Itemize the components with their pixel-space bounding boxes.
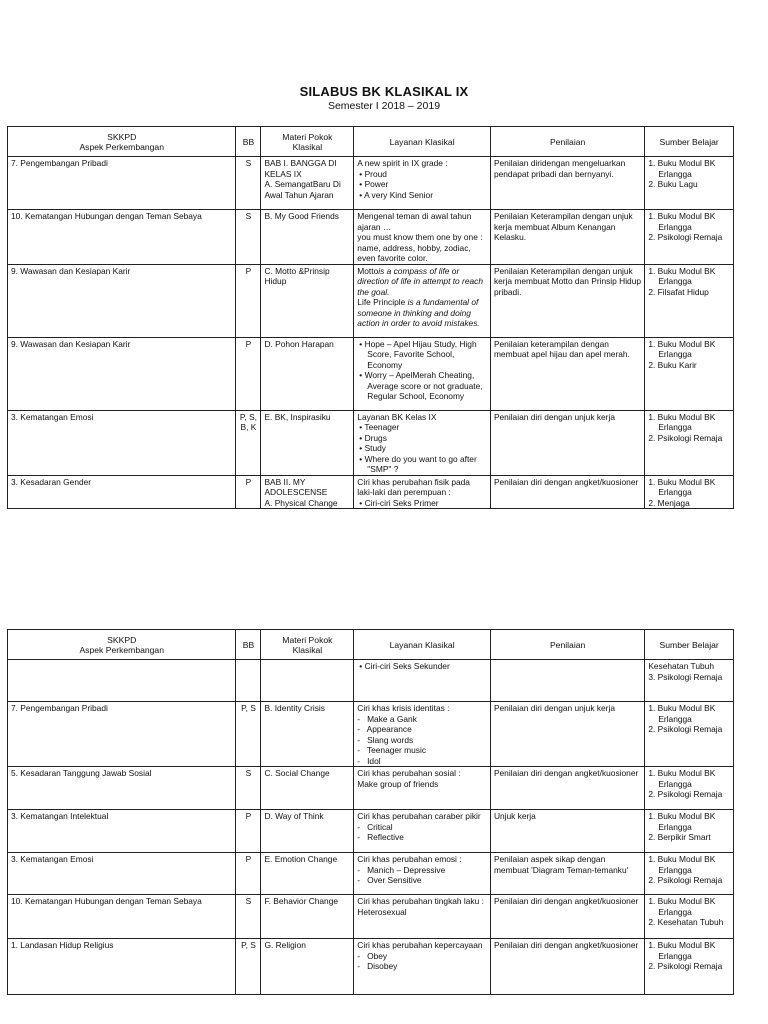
cell-aspek [8,210,236,265]
table-row [8,810,734,853]
penilaian-text: Penilaian aspek sikap dengan membuat 'Diagram Teman-temanku' [493,854,629,875]
layanan-intro: Ciri khas perubahan caraber pikir [357,811,481,821]
cell-penilaian [490,157,644,210]
layanan-dash-list [357,714,487,767]
cell-sumber [645,264,734,337]
aspek-text: 3. Kematangan Emosi [11,411,94,422]
aspek-text: 3. Kesadaran Gender [11,476,92,487]
bb-text: S [245,211,252,221]
cell-bb [236,337,261,410]
sumber-list [648,854,730,886]
sumber-list [648,477,730,509]
penilaian-text: Penilaian diri dengan unjuk kerja [493,703,615,713]
penilaian-text: Penilaian keterampilan dengan membuat apel hijau dan apel merah. [493,338,630,359]
header-bb-label: BB [242,639,255,650]
header-sumber-label: Sumber Belajar [659,639,719,650]
header-bb [236,630,261,660]
dash-item: - Teenager music [357,745,487,756]
cell-bb [236,767,261,810]
table-row [8,157,734,210]
materi-line: B. My Good Friends [264,211,339,221]
materi-line: B. Identity Crisis [264,703,325,713]
layanan-intro: A new spirit in IX grade : [357,158,448,168]
sumber-item: 1. Buku Modul BK Erlangga [648,158,716,179]
cell-materi [261,210,354,265]
cell-bb [236,157,261,210]
layanan-text: Mengenal teman di awal tahun ajaran … you must know them one by one : name, address, hobby, zodiac, even favorite color. [357,211,483,263]
cell-layanan [354,264,491,337]
table-row [8,264,734,337]
sumber-item: 2. Psikologi Remaja [648,961,723,971]
cell-sumber [645,702,734,767]
cell-materi [261,767,354,810]
sumber-list [648,896,730,928]
sumber-list [648,811,730,843]
bullet-item: • Proud [357,169,487,180]
cell-aspek [8,767,236,810]
header-aspek-label: Aspek Perkembangan [79,142,164,152]
sumber-list [648,940,730,972]
header-aspek [8,127,236,157]
cell-layanan [354,337,491,410]
layanan-detail: Heterosexual [357,906,407,917]
bb-text: P, S [241,703,256,713]
sumber-item: 1. Buku Modul BK Erlangga [648,896,716,917]
sumber-item: 2. Berpikir Smart [648,832,711,842]
sumber-item: Kesehatan Tubuh [648,661,714,671]
materi-line: A. Physical Change [264,497,338,508]
sumber-list [648,661,730,682]
materi-line: BAB II. MY ADOLESCENSE [264,476,328,497]
sumber-list [648,768,730,800]
aspek-text: 1. Landasan Hidup Religius [11,940,114,950]
aspek-text: 9. Wawasan dan Kesiapan Karir [11,338,131,349]
header-row [8,630,734,660]
bullet-item: • Hope – Apel Hijau Study, High Score, Favorite School, Economy [357,339,487,371]
cell-sumber [645,767,734,810]
principle-label: Life Principle [357,297,408,307]
layanan-bullet-list [357,661,487,672]
bb-text: S [245,896,252,906]
sumber-item: 1. Buku Modul BK Erlangga [648,476,716,497]
sumber-item: 1. Buku Modul BK Erlangga [648,338,716,359]
header-layanan-label: Layanan Klasikal [389,136,455,147]
bullet-item: • Power [357,179,487,190]
cell-bb [236,210,261,265]
header-sumber [645,630,734,660]
sumber-list [648,211,730,243]
cell-materi [261,660,354,702]
cell-sumber [645,410,734,475]
materi-line: A. SemangatBaru Di Awal Tahun Ajaran [264,179,341,200]
layanan-motto [357,266,487,298]
materi-line: F. Behavior Change [264,896,339,906]
cell-materi [261,337,354,410]
cell-bb [236,475,261,509]
cell-layanan [354,410,491,475]
sumber-item: 2. Kesehatan Tubuh [648,917,724,927]
sumber-list [648,158,730,190]
dash-item: - Critical [357,822,487,833]
cell-aspek [8,810,236,853]
aspek-text: 5. Kesadaran Tanggung Jawab Sosial [11,768,152,778]
header-layanan [354,630,491,660]
bullet-item: • Ciri-ciri Seks Primer [357,498,487,509]
header-materi [261,127,354,157]
dash-item: - Appearance [357,724,487,735]
header-penilaian-label: Penilaian [549,639,586,650]
penilaian-text: Penilaian diridengan mengeluarkan pendapat pribadi dan bernyanyi. [493,158,626,179]
principle-definition: is a fundamental of someone in thinking and doing action in order to avoid mistakes. [357,297,480,328]
materi-line: E. Emotion Change [264,854,338,864]
bullet-item: • Drugs [357,433,487,444]
cell-layanan [354,939,491,995]
aspek-text: 3. Kematangan Intelektual [11,811,109,821]
table-row [8,853,734,895]
cell-bb [236,264,261,337]
materi-line: E. BK, Inspirasiku [264,411,331,422]
aspek-text: 10. Kematangan Hubungan dengan Teman Sebaya [11,211,202,221]
layanan-intro: Layanan BK Kelas IX [357,411,437,422]
cell-materi [261,895,354,939]
dash-item: - Make a Gank [357,714,487,725]
materi-line: C. Motto &Prinsip Hidup [264,265,330,286]
table-row [8,410,734,475]
header-aspek [8,630,236,660]
header-materi-label: Materi Pokok [282,131,333,142]
sumber-item: 1. Buku Modul BK Erlangga [648,768,716,789]
cell-sumber [645,895,734,939]
cell-layanan [354,853,491,895]
cell-penilaian [490,210,644,265]
cell-layanan [354,767,491,810]
header-penilaian-label: Penilaian [549,136,586,147]
cell-layanan [354,895,491,939]
penilaian-text: Penilaian diri dengan angket/kuosioner [493,940,639,950]
cell-bb [236,702,261,767]
penilaian-text: Penilaian diri dengan angket/kuosioner [493,896,639,906]
penilaian-text: Unjuk kerja [493,811,536,821]
cell-penilaian [490,410,644,475]
header-layanan [354,127,491,157]
cell-bb [236,939,261,995]
sumber-list [648,703,730,735]
cell-penilaian [490,853,644,895]
cell-bb [236,810,261,853]
sumber-item: 3. Psikologi Remaja [648,671,723,682]
document-subtitle: Semester I 2018 – 2019 [327,100,441,112]
cell-penilaian [490,264,644,337]
sumber-item: 1. Buku Modul BK Erlangga [648,811,716,832]
cell-bb [236,895,261,939]
materi-line: D. Pohon Harapan [264,338,334,349]
header-row [8,127,734,157]
bb-text: P [245,265,252,276]
cell-penilaian [490,767,644,810]
cell-aspek [8,157,236,210]
layanan-detail: Make group of friends [357,778,439,789]
sumber-item: 2. Psikologi Remaja [648,724,723,734]
bullet-item: • A very Kind Senior [357,190,487,201]
cell-bb [236,660,261,702]
layanan-intro: Ciri khas perubahan sosial : [357,768,461,778]
header-bb [236,127,261,157]
sumber-item: 1. Buku Modul BK Erlangga [648,703,716,724]
dash-item: - Over Sensitive [357,875,487,886]
bullet-item: • Ciri-ciri Seks Sekunder [357,661,487,672]
sumber-list [648,266,730,298]
cell-sumber [645,337,734,410]
header-sumber-label: Sumber Belajar [659,136,719,147]
document-title: SILABUS BK KLASIKAL IX [299,84,469,99]
aspek-text: 9. Wawasan dan Kesiapan Karir [11,265,131,276]
cell-layanan [354,660,491,702]
sumber-item: 2. Psikologi Remaja [648,432,723,443]
cell-bb [236,410,261,475]
dash-item: - Idol [357,756,487,767]
syllabus-table-1 [7,126,734,509]
bb-text: P [245,476,252,487]
bb-text: S [245,158,252,168]
layanan-dash-list [357,951,487,972]
cell-layanan [354,810,491,853]
sumber-item: 1. Buku Modul BK Erlangga [648,211,716,232]
table-row [8,767,734,810]
header-bb-label: BB [242,136,255,147]
layanan-bullet-list [357,422,487,475]
dash-item: - Manich – Depressive [357,865,487,876]
bullet-item: • Study [357,443,487,454]
sumber-item: 2. Psikologi Remaja [648,875,723,885]
cell-sumber [645,210,734,265]
cell-bb [236,853,261,895]
cell-layanan [354,475,491,509]
cell-aspek [8,660,236,702]
table-row [8,702,734,767]
aspek-text: 7. Pengembangan Pribadi [11,703,108,713]
cell-layanan [354,157,491,210]
cell-materi [261,475,354,509]
materi-line: C. Social Change [264,768,330,778]
sumber-item: 2. Buku Lagu [648,179,698,189]
cell-sumber [645,939,734,995]
sumber-item: 2. Psikologi Remaja [648,789,723,799]
layanan-intro: Ciri khas perubahan kepercayaan [357,940,483,950]
cell-materi [261,702,354,767]
bb-text: P, S [241,940,256,950]
table-row [8,475,734,509]
layanan-dash-list [357,865,487,886]
layanan-dash-list [357,822,487,843]
penilaian-text: Penilaian Keterampilan dengan unjuk kerja membuat Album Kenangan Kelasku. [493,211,633,242]
layanan-intro: Ciri khas perubahan emosi : [357,854,462,864]
aspek-text: 10. Kematangan Hubungan dengan Teman Sebaya [11,896,202,906]
table-row [8,939,734,995]
dash-item: - Obey [357,951,487,962]
penilaian-text: Penilaian Keterampilan dengan unjuk kerja membuat Motto dan Prinsip Hidup pribadi. [493,265,642,297]
cell-aspek [8,264,236,337]
cell-materi [261,264,354,337]
cell-penilaian [490,810,644,853]
cell-materi [261,853,354,895]
sumber-list [648,412,730,444]
sumber-item: 2. Psikologi Remaja [648,232,723,242]
header-penilaian [490,127,644,157]
cell-penilaian [490,939,644,995]
bb-text: P [245,338,252,349]
table-row [8,337,734,410]
cell-materi [261,410,354,475]
penilaian-text: Penilaian diri dengan angket/kuosioner [493,476,639,487]
header-materi-sub: Klasikal [292,645,323,655]
layanan-principle [357,297,487,329]
sumber-list [648,339,730,371]
materi-line: G. Religion [264,940,306,950]
bb-text: P [245,811,252,821]
cell-materi [261,810,354,853]
motto-label: Motto [357,265,379,276]
header-materi-sub: Klasikal [292,142,323,152]
layanan-intro: Ciri khas perubahan fisik pada laki-laki dan perempuan : [357,476,470,497]
sumber-item: 1. Buku Modul BK Erlangga [648,940,716,961]
header-materi [261,630,354,660]
dash-item: - Slang words [357,735,487,746]
cell-aspek [8,337,236,410]
header-skkpd: SKKPD [107,131,137,142]
motto-definition: is a compass of life or direction of life in attempt to reach the goal. [357,265,483,297]
sumber-item: 2. Menjaga [648,497,690,508]
materi-line: D. Way of Think [264,811,324,821]
cell-materi [261,939,354,995]
cell-sumber [645,475,734,509]
header-sumber [645,127,734,157]
bb-text: S [245,768,252,778]
header-skkpd: SKKPD [107,634,137,645]
cell-aspek [8,475,236,509]
cell-aspek [8,895,236,939]
header-materi-label: Materi Pokok [282,634,333,645]
syllabus-table-2 [7,629,734,995]
sumber-item: 2. Buku Karir [648,359,697,370]
table-row [8,895,734,939]
layanan-intro: Ciri khas perubahan tingkah laku : [357,896,484,906]
cell-penilaian [490,702,644,767]
bullet-item: • Worry – ApelMerah Cheating, Average score or not graduate, Regular School, Economy [357,370,487,402]
sumber-item: 1. Buku Modul BK Erlangga [648,411,716,432]
header-layanan-label: Layanan Klasikal [389,639,455,650]
sumber-item: 1. Buku Modul BK Erlangga [648,854,716,875]
table-row [8,660,734,702]
cell-aspek [8,702,236,767]
cell-penilaian [490,895,644,939]
layanan-bullet-list [357,339,487,402]
bb-text: P, S, B, K [239,411,257,432]
aspek-text: 7. Pengembangan Pribadi [11,158,108,168]
cell-penilaian [490,337,644,410]
cell-layanan [354,210,491,265]
penilaian-text: Penilaian diri dengan unjuk kerja [493,411,615,422]
cell-layanan [354,702,491,767]
cell-materi [261,157,354,210]
aspek-text: 3. Kematangan Emosi [11,854,94,864]
sumber-item: 2. Filsafat Hidup [648,286,709,297]
cell-aspek [8,939,236,995]
bb-text: P [245,854,252,864]
cell-penilaian [490,660,644,702]
cell-sumber [645,660,734,702]
dash-item: - Reflective [357,832,487,843]
layanan-bullet-list [357,169,487,201]
bullet-item: • Where do you want to go after "SMP" ? [357,454,487,475]
cell-aspek [8,410,236,475]
cell-sumber [645,810,734,853]
table-row [8,210,734,265]
sumber-item: 1. Buku Modul BK Erlangga [648,265,716,286]
dash-item: - Disobey [357,961,487,972]
materi-line: BAB I. BANGGA DI KELAS IX [264,158,337,179]
cell-aspek [8,853,236,895]
cell-sumber [645,157,734,210]
cell-penilaian [490,475,644,509]
layanan-bullet-list [357,498,487,509]
penilaian-text: Penilaian diri dengan angket/kuosioner [493,768,639,778]
bullet-item: • Teenager [357,422,487,433]
layanan-intro: Ciri khas krisis identitas : [357,703,450,713]
header-aspek-label: Aspek Perkembangan [79,645,164,655]
header-penilaian [490,630,644,660]
cell-sumber [645,853,734,895]
